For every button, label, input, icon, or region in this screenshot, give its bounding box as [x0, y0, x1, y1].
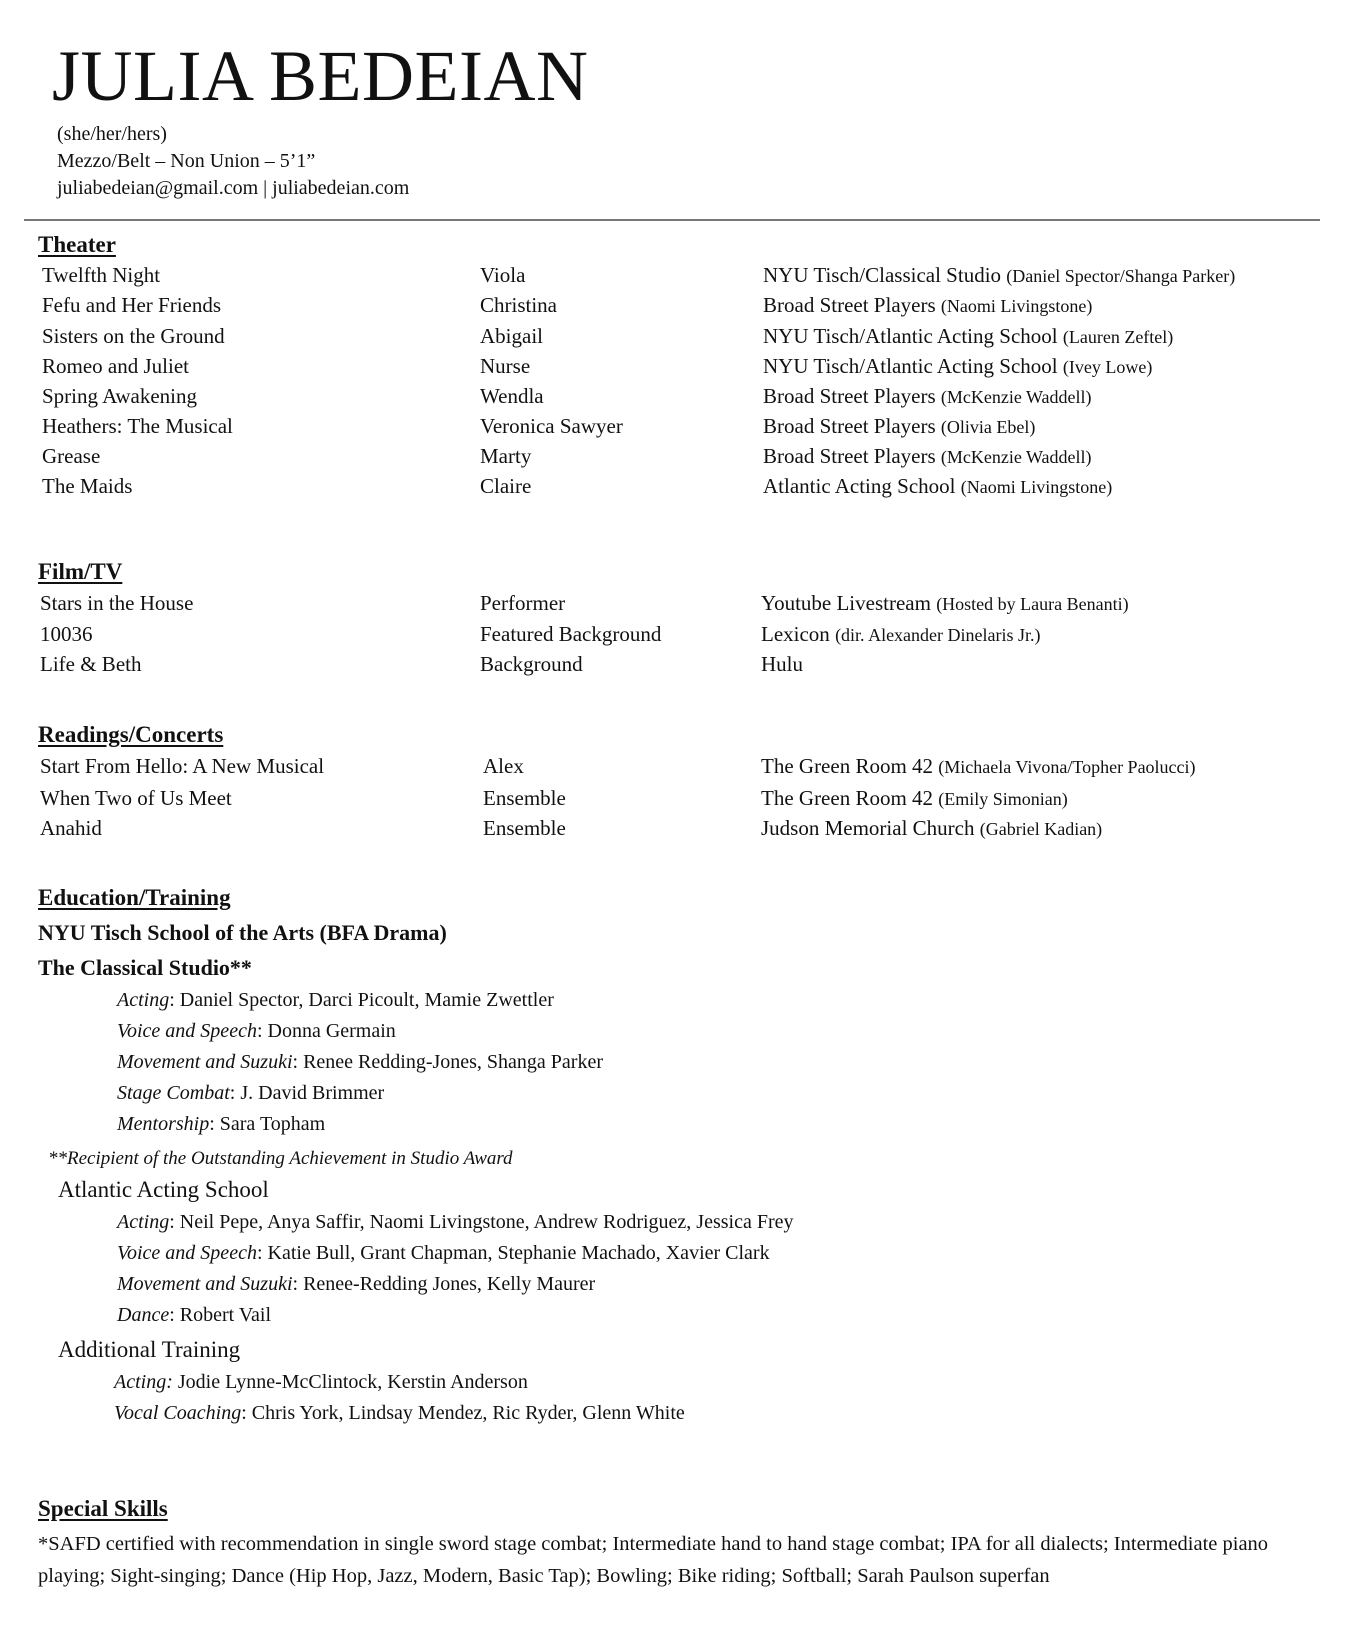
voice-union-height: Mezzo/Belt – Non Union – 5’1”: [57, 150, 316, 172]
training-line: Dance: Robert Vail: [117, 1304, 272, 1326]
section-title-theater: Theater: [38, 232, 116, 257]
training-line: Movement and Suzuki: Renee-Redding Jones, Kelly Maurer: [117, 1273, 596, 1295]
training-line: Acting: Jodie Lynne-McClintock, Kerstin Anderson: [114, 1371, 528, 1393]
show-title: Life & Beth: [40, 652, 142, 676]
role: Claire: [480, 474, 532, 498]
show-title: Anahid: [40, 816, 102, 840]
award-note: **Recipient of the Outstanding Achievement in Studio Award: [48, 1148, 513, 1169]
pronouns: (she/her/hers): [57, 123, 167, 145]
venue: The Green Room 42 (Emily Simonian): [761, 786, 1068, 810]
venue: Judson Memorial Church (Gabriel Kadian): [761, 816, 1103, 840]
additional-training: Additional Training: [58, 1337, 241, 1362]
role: Wendla: [480, 384, 544, 408]
header-divider: [24, 219, 1320, 221]
show-title: Fefu and Her Friends: [42, 293, 222, 317]
school-name: NYU Tisch School of the Arts (BFA Drama): [38, 920, 447, 945]
role: Viola: [480, 263, 526, 287]
show-title: Romeo and Juliet: [42, 354, 189, 378]
show-title: Spring Awakening: [42, 384, 197, 408]
skills-text: *SAFD certified with recommendation in single sword stage combat; Intermediate hand to hand stage combat; IPA for all dialects; Intermediate piano playing; Sight-singing; Dance (Hip Hop, Jazz, Modern, Basic Tap); Bowling; Bike riding; Softball; Sarah Paulson superfan: [38, 1533, 1269, 1587]
venue: Youtube Livestream (Hosted by Laura Benanti): [761, 591, 1129, 615]
contact-block: [57, 121, 409, 202]
training-line: Vocal Coaching: Chris York, Lindsay Mendez, Ric Ryder, Glenn White: [114, 1402, 685, 1424]
venue: Broad Street Players (McKenzie Waddell): [763, 444, 1092, 468]
show-title: Sisters on the Ground: [42, 324, 225, 348]
show-title: When Two of Us Meet: [40, 786, 232, 810]
venue: Broad Street Players (Olivia Ebel): [763, 414, 1036, 438]
venue: Broad Street Players (Naomi Livingstone): [763, 293, 1093, 317]
section-title-film-tv: Film/TV: [38, 559, 123, 584]
studio-classical: The Classical Studio**: [38, 955, 252, 980]
venue: Broad Street Players (McKenzie Waddell): [763, 384, 1092, 408]
section-title-education: Education/Training: [38, 885, 231, 910]
show-title: Stars in the House: [40, 591, 194, 615]
training-line: Mentorship: Sara Topham: [117, 1113, 326, 1135]
venue: Hulu: [761, 652, 803, 676]
show-title: Grease: [42, 444, 101, 468]
actor-name: JULIA BEDEIAN: [52, 36, 589, 116]
venue: NYU Tisch/Atlantic Acting School (Ivey Lowe): [763, 354, 1153, 378]
training-line: Acting: Daniel Spector, Darci Picoult, Mamie Zwettler: [117, 989, 554, 1011]
role: Alex: [483, 754, 524, 778]
show-title: Start From Hello: A New Musical: [40, 754, 325, 778]
venue: The Green Room 42 (Michaela Vivona/Topher Paolucci): [761, 754, 1196, 778]
show-title: The Maids: [42, 474, 133, 498]
role: Veronica Sawyer: [480, 414, 623, 438]
email-website: juliabedeian@gmail.com | juliabedeian.com: [57, 177, 410, 199]
show-title: Twelfth Night: [42, 263, 161, 287]
training-line: Acting: Neil Pepe, Anya Saffir, Naomi Livingstone, Andrew Rodriguez, Jessica Frey: [117, 1211, 794, 1233]
venue: NYU Tisch/Atlantic Acting School (Lauren Zeftel): [763, 324, 1174, 348]
role: Background: [480, 652, 583, 676]
training-line: Voice and Speech: Donna Germain: [117, 1020, 396, 1042]
role: Featured Background: [480, 622, 662, 646]
venue: Atlantic Acting School (Naomi Livingstone): [763, 474, 1113, 498]
venue: Lexicon (dir. Alexander Dinelaris Jr.): [761, 622, 1041, 646]
role: Performer: [480, 591, 566, 615]
role: Abigail: [480, 324, 543, 348]
section-title-readings: Readings/Concerts: [38, 722, 224, 747]
section-title-skills: Special Skills: [38, 1496, 168, 1521]
training-line: Stage Combat: J. David Brimmer: [117, 1082, 385, 1104]
training-line: Movement and Suzuki: Renee Redding-Jones, Shanga Parker: [117, 1051, 603, 1073]
role: Ensemble: [483, 786, 566, 810]
show-title: 10036: [40, 622, 93, 646]
show-title: Heathers: The Musical: [42, 414, 233, 438]
training-line: Voice and Speech: Katie Bull, Grant Chapman, Stephanie Machado, Xavier Clark: [117, 1242, 770, 1264]
role: Ensemble: [483, 816, 566, 840]
venue: NYU Tisch/Classical Studio (Daniel Spector/Shanga Parker): [763, 263, 1236, 287]
role: Marty: [480, 444, 532, 468]
studio-atlantic: Atlantic Acting School: [58, 1177, 269, 1202]
role: Nurse: [480, 354, 531, 378]
role: Christina: [480, 293, 557, 317]
